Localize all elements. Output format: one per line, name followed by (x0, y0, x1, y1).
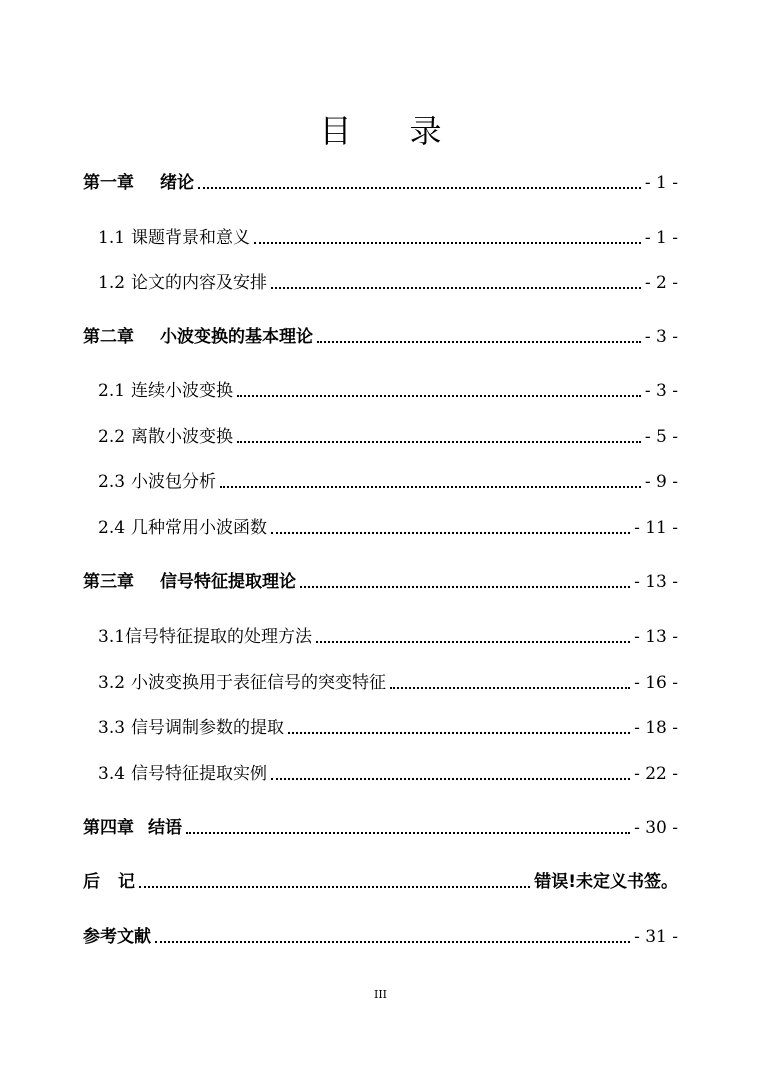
page-footer-number: III (373, 988, 388, 1001)
title-char-2: 录 (409, 112, 442, 150)
chapter-title: 结语 (148, 818, 182, 838)
page-number: - 5 - (644, 427, 678, 447)
section-title: 信号调制参数的提取 (131, 718, 285, 738)
dot-leader (237, 395, 641, 397)
toc-entry-1-1[interactable] (98, 225, 678, 249)
dot-leader (198, 187, 641, 189)
section-title: 离散小波变换 (131, 427, 234, 447)
dot-leader (237, 441, 641, 443)
section-number: 2.1 (98, 381, 126, 401)
section-number: 1.1 (98, 228, 126, 248)
toc-entry-3-2[interactable] (98, 670, 678, 694)
page-number: - 13 - (634, 572, 678, 592)
section-title: 论文的内容及安排 (131, 273, 268, 293)
page-number: - 9 - (644, 472, 678, 492)
section-number: 2.4 (98, 518, 126, 538)
toc-entry-3-3[interactable] (98, 715, 678, 739)
page-number: - 31 - (634, 927, 678, 947)
toc-entry-1-2[interactable] (98, 270, 678, 294)
section-title: 课题背景和意义 (131, 228, 251, 248)
dot-leader (139, 886, 530, 888)
chapter-number: 第二章 (83, 327, 134, 347)
toc-entry-2-3[interactable] (98, 469, 678, 493)
page-number: - 30 - (634, 818, 678, 838)
section-number: 2.2 (98, 427, 126, 447)
toc-entry-chapter-3[interactable] (83, 569, 678, 593)
section-number: 2.3 (98, 472, 126, 492)
toc-entry-2-2[interactable] (98, 424, 678, 448)
dot-leader (271, 532, 630, 534)
dot-leader (271, 778, 630, 780)
page-number: - 18 - (634, 718, 678, 738)
section-number: 3.2 (98, 673, 126, 693)
section-title: 信号特征提取的处理方法 (125, 627, 313, 647)
dot-leader (316, 641, 630, 643)
dot-leader (186, 832, 630, 834)
page-number: - 13 - (634, 627, 678, 647)
toc-entry-references[interactable] (83, 924, 678, 948)
page-number: - 3 - (644, 381, 678, 401)
section-title: 小波变换用于表征信号的突变特征 (131, 673, 387, 693)
title-char-1: 目 (319, 112, 352, 150)
chapter-number: 后 (83, 872, 100, 892)
dot-leader (155, 941, 630, 943)
section-number: 1.2 (98, 273, 126, 293)
chapter-title: 小波变换的基本理论 (160, 327, 313, 347)
chapter-title: 信号特征提取理论 (160, 572, 296, 592)
dot-leader (390, 687, 630, 689)
toc-entry-chapter-4[interactable] (83, 815, 678, 839)
chapter-title: 绪论 (160, 173, 194, 193)
toc-entry-chapter-1[interactable] (83, 170, 678, 194)
dot-leader (220, 486, 641, 488)
toc-entry-postscript[interactable] (83, 869, 678, 893)
dot-leader (300, 586, 630, 588)
chapter-number: 第一章 (83, 173, 134, 193)
toc-entry-chapter-2[interactable] (83, 324, 678, 348)
page-number: - 16 - (634, 673, 678, 693)
dot-leader (271, 287, 641, 289)
page-number-error: 错误!未定义书签。 (534, 872, 678, 892)
section-number: 3.3 (98, 718, 126, 738)
section-number: 3.4 (98, 764, 126, 784)
page-number: - 2 - (644, 273, 678, 293)
chapter-title: 参考文献 (83, 927, 151, 947)
toc-entry-2-1[interactable] (98, 378, 678, 402)
page-number: - 22 - (634, 764, 678, 784)
toc-entry-2-4[interactable] (98, 515, 678, 539)
section-title: 几种常用小波函数 (131, 518, 268, 538)
section-title: 连续小波变换 (131, 381, 234, 401)
dot-leader (317, 341, 641, 343)
toc-entry-3-4[interactable] (98, 761, 678, 785)
page-number: - 3 - (644, 327, 678, 347)
page-title (0, 106, 761, 152)
page-number: - 1 - (644, 173, 678, 193)
section-title: 信号特征提取实例 (131, 764, 268, 784)
dot-leader (254, 242, 641, 244)
dot-leader (288, 732, 630, 734)
page-number: - 1 - (644, 228, 678, 248)
chapter-number: 第三章 (83, 572, 134, 592)
section-number: 3.1 (98, 627, 126, 647)
chapter-number: 第四章 (83, 818, 134, 838)
section-title: 小波包分析 (131, 472, 217, 492)
page-number: - 11 - (634, 518, 678, 538)
chapter-title: 记 (118, 872, 135, 892)
toc-entry-3-1[interactable] (98, 624, 678, 648)
